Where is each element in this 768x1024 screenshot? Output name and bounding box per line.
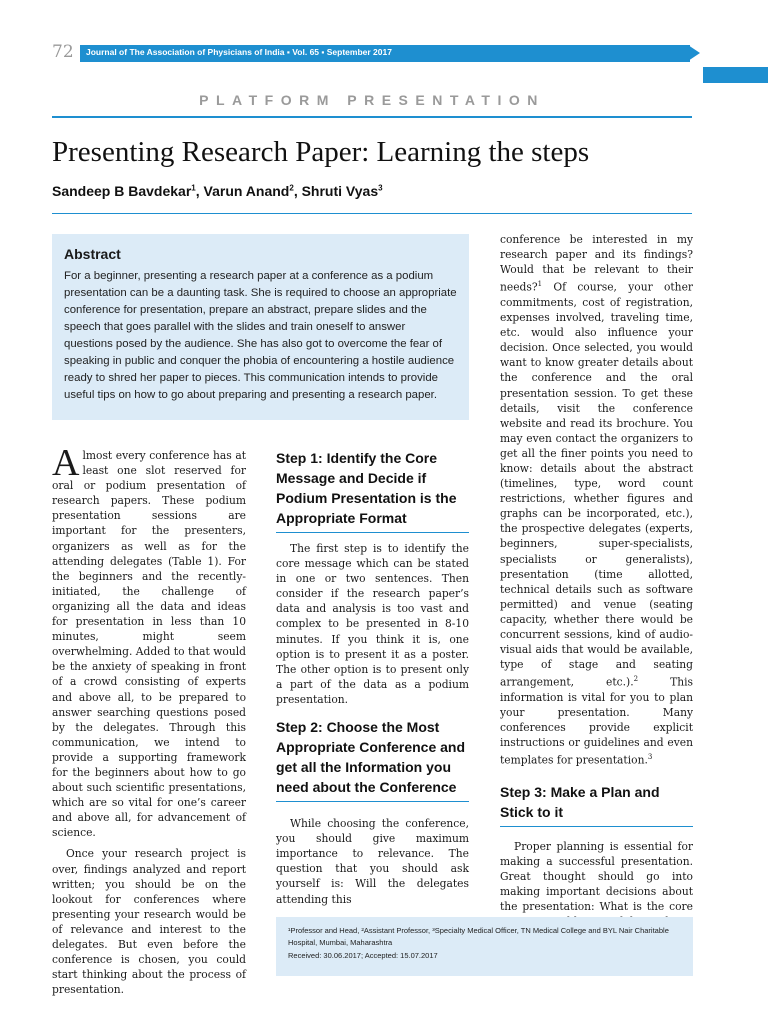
- author-name: Sandeep B Bavdekar: [52, 183, 192, 199]
- header-side-block: [703, 67, 768, 83]
- drop-cap: A: [52, 442, 80, 484]
- author-name: Shruti Vyas: [301, 183, 379, 199]
- body-text: Of course, your other commitments, cost of registration, expenses involved, traveling time, etc. would also influence your decision. Once selected, you would want to know greater details about the conference and the oral presentation session. To get these details, visit the conference website and read its brochure. You may even contact the organizers to get all the finer points you need to know: details about the abstract (timelines, type, word count restrictions, whether figures and graphs can be incorporated, etc.), the prospective delegates (experts, beginners, super-specialists, specialists or generalists), presentation (time allotted, technical details such as software permitted) and venue (seating capacity, whether there would be concurrent sessions, kind of audio-visual aids that would be available, type of stage and seating arrangement, etc.).: [500, 280, 693, 689]
- reference-mark: 1: [537, 280, 543, 289]
- author-affiliation-mark: 3: [378, 183, 383, 193]
- body-column-2: [276, 448, 469, 907]
- body-text: This information is vital for you to plan your presentation. Many conferences provide explicit instructions or guidelines and even templates for presentation.: [500, 675, 694, 767]
- abstract-box: [52, 234, 469, 420]
- affiliations-footnote: ¹Professor and Head, ²Assistant Professor, ³Specialty Medical Officer, TN Medical College and BYL Nair Charitable Hospital, Mumbai, Maharashtra: [288, 926, 669, 947]
- author-list: [52, 183, 383, 199]
- journal-citation: Journal of The Association of Physicians of India ▪ Vol. 65 ▪ September 2017: [86, 47, 392, 57]
- step-2-heading: Step 2: Choose the Most Appropriate Conference and get all the Information you need about the Conference: [276, 717, 469, 802]
- step-2-text: While choosing the conference, you should give maximum importance to relevance. The question that you should ask yourself is: Will the delegates attending this: [276, 817, 469, 906]
- header-arrow-shape: [688, 45, 700, 61]
- reference-mark: 2: [633, 675, 639, 684]
- body-text: conference be interested in my research paper and its findings? Would that be relevant to their needs?: [500, 233, 693, 294]
- received-accepted-dates: Received: 30.06.2017; Accepted: 15.07.2017: [288, 951, 438, 960]
- author-name: Varun Anand: [203, 183, 290, 199]
- author-affiliation-mark: 2: [289, 183, 294, 193]
- section-label: PLATFORM PRESENTATION: [199, 92, 545, 108]
- section-rule: [52, 116, 692, 118]
- intro-paragraph: lmost every conference has at least one slot reserved for oral or podium presentation of research papers. These podium presentation sessions are important for the presenters, organizers as well as for the attending delegates (Table 1). For the beginners and the recently-initiated, the challenge of organizing all the data and ideas for presentation in less than 10 minutes, might seem overwhelming. Added to that would be the anxiety of speaking in front of a crowd consisting of experts and above all, to be prepared to answer searching questions posed by the delegates. Through this communication, we intend to provide a supporting framework for the beginners about how to go about such scientific presentations, which are so vital for one’s career and above all, for advancement of science.: [52, 449, 246, 840]
- body-column-1: [52, 442, 246, 997]
- abstract-text: For a beginner, presenting a research paper at a conference as a podium presentation can be a daunting task. She is required to choose an appropriate conference for presentation, prepare an abstract, prepare slides and the speech that goes parallel with the slides and train oneself to answer questions posed by the audience. She has also got to overcome the fear of speaking in public and conquer the phobia of encountering a hostile audience ready to shred her paper to pieces. This communication intends to provide useful tips on how to go about preparing and presenting a research paper.: [64, 270, 457, 401]
- author-separator: ,: [293, 183, 302, 199]
- body-paragraph: Once your research project is over, findings analyzed and report written; you should be on the lookout for conferences where presenting your research would be of relevance and interest to the delegates. But even before the conference is chosen, you could start thinking about the process of presentation.: [52, 847, 246, 997]
- author-rule: [52, 213, 692, 214]
- step-3-text: Proper planning is essential for making a successful presentation. Great thought should go into making important decisions about the presentation: What is the core: [500, 839, 693, 914]
- author-separator: ,: [195, 183, 204, 199]
- abstract-heading: Abstract: [64, 246, 121, 262]
- article-title: Presenting Research Paper: Learning the steps: [52, 136, 590, 168]
- page-number: 72: [52, 42, 74, 62]
- step-1-heading: Step 1: Identify the Core Message and Decide if Podium Presentation is the Appropriate Format: [276, 448, 469, 533]
- body-column-3: [500, 232, 693, 930]
- footnote-box: [276, 917, 693, 976]
- reference-mark: 3: [647, 753, 653, 762]
- author-affiliation-mark: 1: [191, 183, 196, 193]
- step-1-text: The first step is to identify the core message which can be stated in one or two sentences. Then consider if the research paper’s data and analysis is too vast and complex to be presented in 8-10 minutes. If you think it is, one option is to present it as a poster. The other option is to present only a part of the data as a podium presentation.: [276, 542, 469, 706]
- step-3-heading: Step 3: Make a Plan and Stick to it: [500, 782, 693, 827]
